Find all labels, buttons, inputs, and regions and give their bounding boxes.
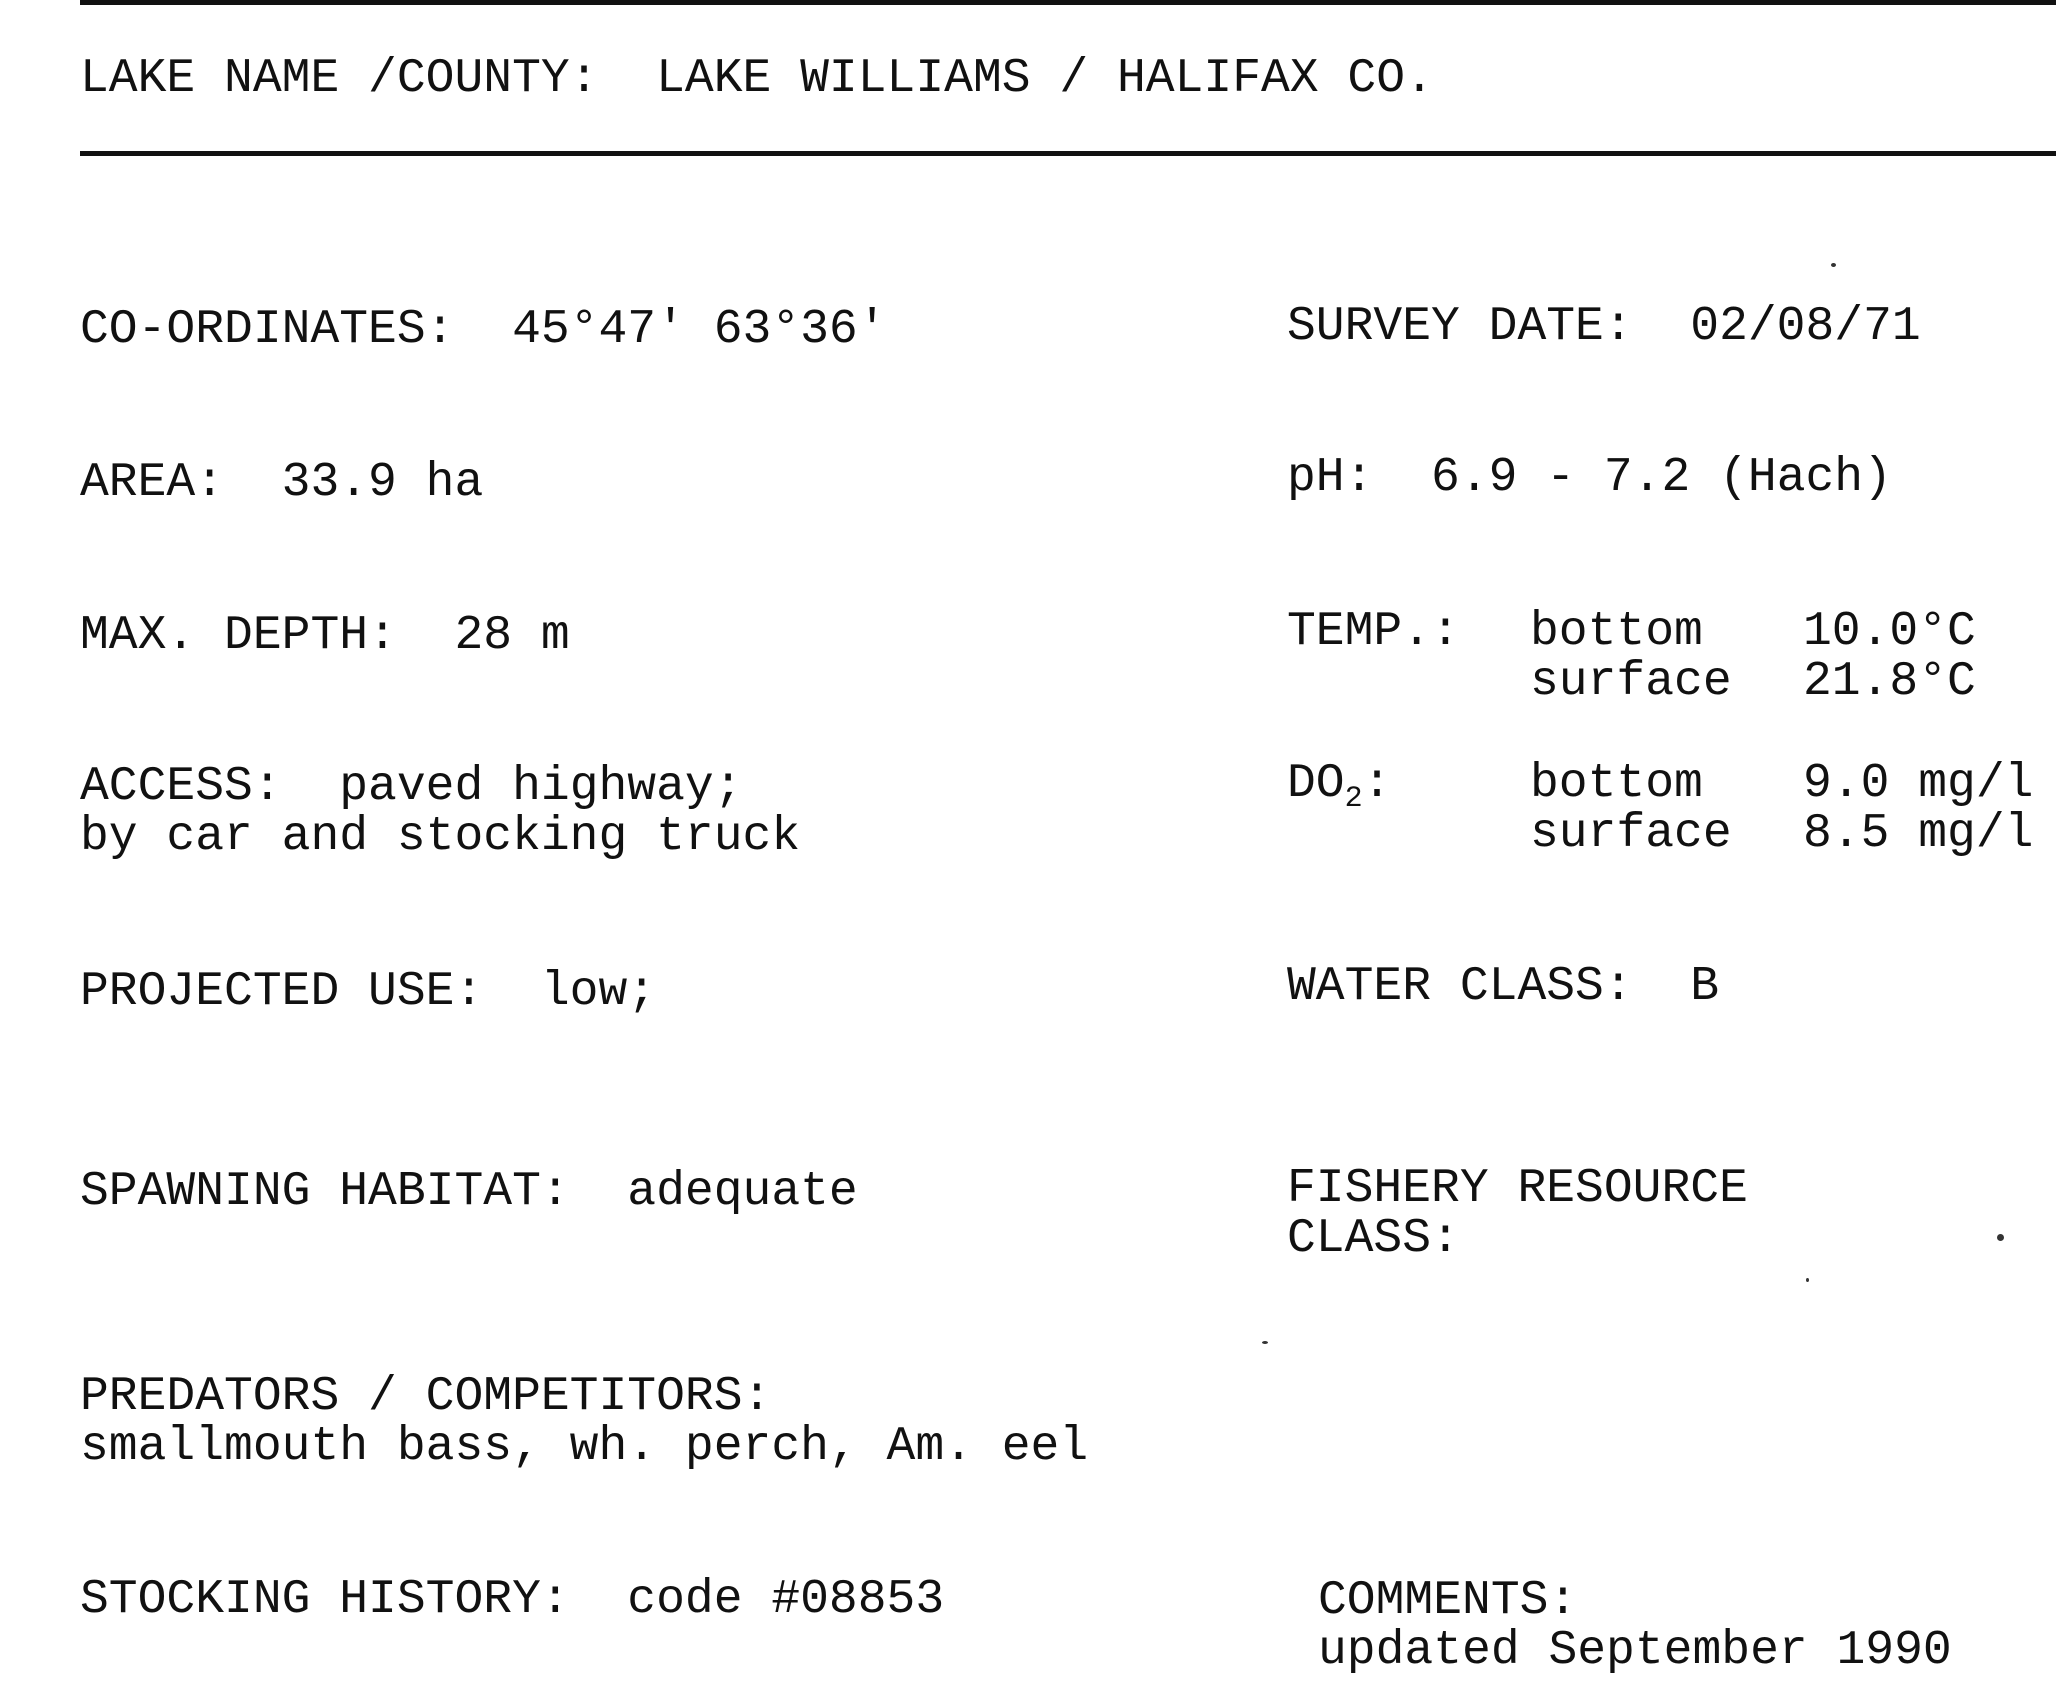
- comments-label: COMMENTS:: [1318, 1574, 1578, 1628]
- stocking-history-row: [80, 1575, 944, 1625]
- lake-name-row: [80, 54, 1434, 104]
- scan-speck: [1831, 263, 1836, 267]
- spawning-habitat-label: SPAWNING HABITAT:: [80, 1165, 570, 1219]
- temp-bottom-value: 10.0°C: [1803, 605, 1976, 659]
- fishery-resource-label-line1: FISHERY RESOURCE: [1287, 1162, 1748, 1216]
- water-class-row: [1287, 962, 1719, 1012]
- max-depth-label: MAX. DEPTH:: [80, 609, 397, 663]
- scan-speck: [1806, 1278, 1809, 1282]
- fishery-resource-row: [1287, 1164, 1748, 1264]
- do2-label-main: DO: [1287, 757, 1345, 811]
- max-depth-value: 28 m: [454, 609, 570, 663]
- water-class-label: WATER CLASS:: [1287, 960, 1633, 1014]
- do2-bottom-value: 9.0 mg/l: [1803, 757, 2034, 811]
- do2-surface-label: surface: [1530, 807, 1732, 861]
- spawning-habitat-row: [80, 1167, 858, 1217]
- max-depth-row: [80, 611, 570, 661]
- temp-surface-label: surface: [1530, 655, 1732, 709]
- ph-row: [1287, 453, 1892, 503]
- ph-value: 6.9 - 7.2 (Hach): [1431, 451, 1892, 505]
- projected-use-value: low;: [540, 965, 657, 1019]
- predators-label: PREDATORS / COMPETITORS:: [80, 1370, 772, 1424]
- comments-value: updated September 1990: [1318, 1624, 1952, 1678]
- survey-date-value: 02/08/71: [1690, 300, 1921, 354]
- do2-surface-value: 8.5 mg/l: [1803, 807, 2034, 861]
- area-label: AREA:: [80, 456, 225, 510]
- scan-speck: [1997, 1234, 2004, 1241]
- spawning-habitat-value: adequate: [627, 1165, 858, 1219]
- access-value-line1: paved highway;: [339, 760, 743, 814]
- area-row: [80, 458, 483, 508]
- area-value: 33.9 ha: [281, 456, 484, 510]
- temp-surface-value: 21.8°C: [1803, 655, 1976, 709]
- coordinates-label: CO-ORDINATES:: [80, 303, 455, 357]
- coordinates-row: [80, 305, 887, 355]
- do2-label-colon: :: [1362, 757, 1392, 811]
- header-rule: [80, 151, 2056, 156]
- lake-name-label: LAKE NAME /COUNTY:: [80, 52, 599, 106]
- stocking-history-label: STOCKING HISTORY:: [80, 1573, 570, 1627]
- top-rule: [80, 0, 2056, 5]
- coordinates-value: 45°47' 63°36': [512, 303, 887, 357]
- ph-label: pH:: [1287, 451, 1374, 505]
- predators-value: smallmouth bass, wh. perch, Am. eel: [80, 1420, 1089, 1474]
- do2-label-subscript: 2: [1344, 782, 1363, 816]
- access-row: [80, 762, 800, 862]
- projected-use-label: PROJECTED USE:: [80, 965, 484, 1019]
- comments-row: [1318, 1576, 1952, 1676]
- lake-name-value: LAKE WILLIAMS / HALIFAX CO.: [656, 52, 1434, 106]
- survey-date-row: [1287, 302, 1921, 352]
- temp-label: TEMP.:: [1287, 605, 1460, 659]
- stocking-history-value: code #08853: [627, 1573, 945, 1627]
- predators-row: [80, 1372, 1088, 1472]
- water-class-value: B: [1690, 960, 1720, 1014]
- projected-use-row: [80, 967, 656, 1017]
- do2-label: [1287, 759, 1391, 814]
- scan-speck: [1262, 1341, 1268, 1344]
- access-value-line2: by car and stocking truck: [80, 810, 801, 864]
- fishery-resource-label-line2: CLASS:: [1287, 1212, 1460, 1266]
- temp-bottom-label: bottom: [1530, 605, 1703, 659]
- access-label: ACCESS:: [80, 760, 282, 814]
- do2-bottom-label: bottom: [1530, 757, 1703, 811]
- survey-date-label: SURVEY DATE:: [1287, 300, 1633, 354]
